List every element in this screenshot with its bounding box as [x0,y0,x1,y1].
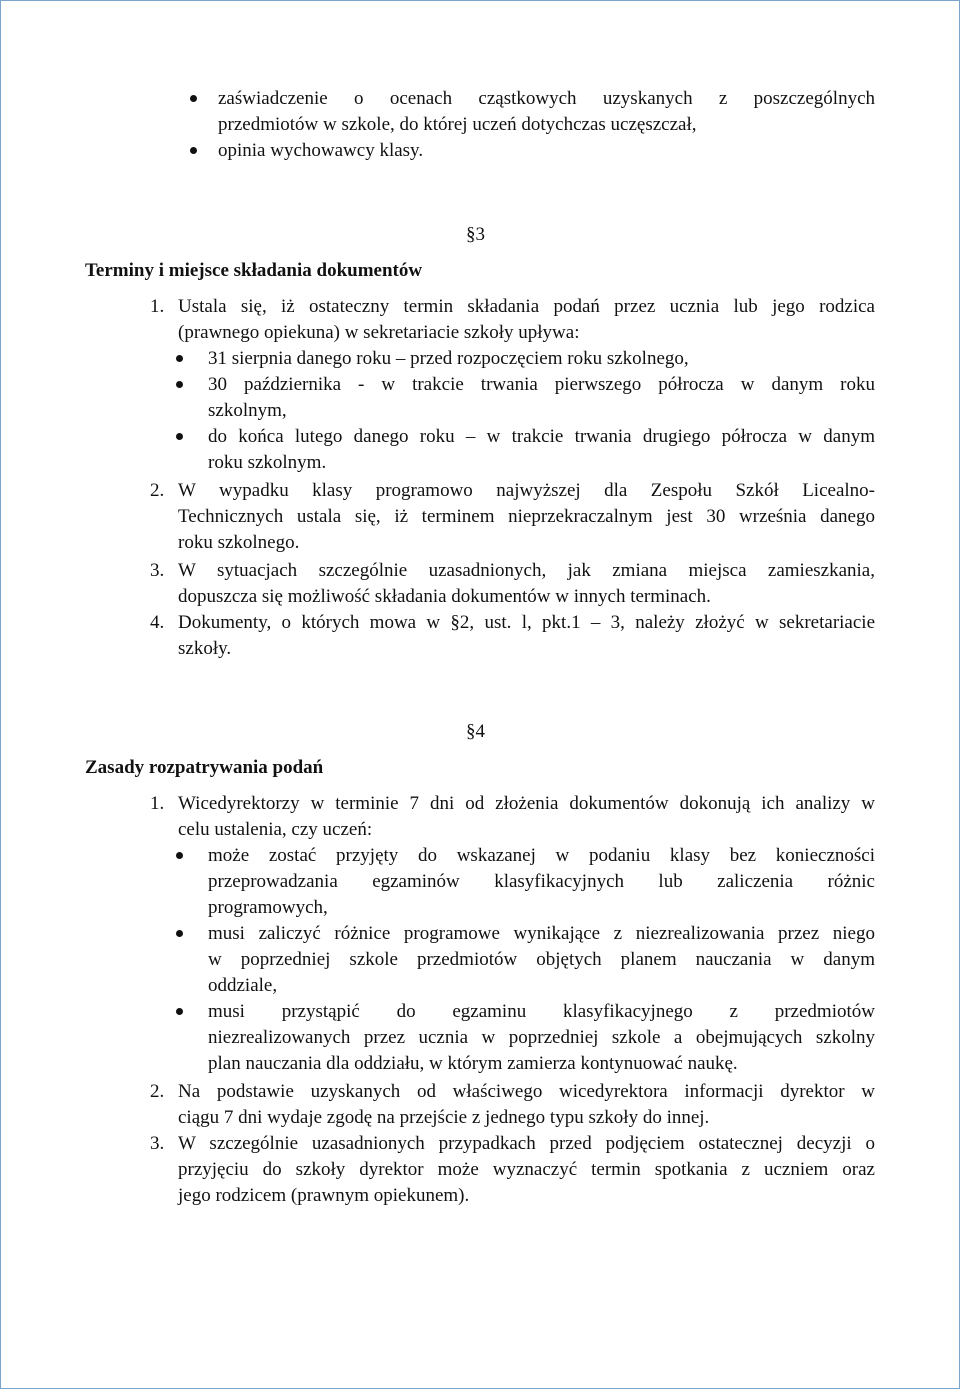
list-item-line: 30 października - w trakcie trwania pierwszego półrocza w danym roku [208,374,875,395]
list-item-line: roku szkolnym. [208,452,327,473]
paragraph-line: przyjęciu do szkoły dyrektor może wyznaczyć termin spotkania z uczniem oraz [178,1159,875,1180]
paragraph-line: (prawnego opiekuna) w sekretariacie szkoły upływa: [178,322,580,343]
list-item-line: musi zaliczyć różnice programowe wynikające z niezrealizowania przez niego [208,923,875,944]
bullet-icon [190,147,197,154]
section-heading: Terminy i miejsce składania dokumentów [85,260,423,281]
paragraph-number: 2. [150,480,165,501]
section-symbol: §4 [466,721,485,742]
section-symbol: §3 [466,224,485,245]
list-item-line: przedmiotów w szkole, do której uczeń dotychczas uczęszczał, [218,114,697,135]
list-item-line: w poprzedniej szkole przedmiotów objętych planem nauczania w danym [208,949,875,970]
paragraph-line: W szczególnie uzasadnionych przypadkach przed podjęciem ostatecznej decyzji o [178,1133,875,1154]
list-item-line: plan nauczania dla oddziału, w którym zamierza kontynuować naukę. [208,1053,738,1074]
paragraph-line: szkoły. [178,638,232,659]
bullet-icon [176,852,183,859]
list-item-line: opinia wychowawcy klasy. [218,140,424,161]
paragraph-line: Ustala się, iż ostateczny termin składania podań przez ucznia lub jego rodzica [178,296,875,317]
paragraph-number: 1. [150,793,165,814]
paragraph-line: dopuszcza się możliwość składania dokumentów w innych terminach. [178,586,711,607]
paragraph-number: 3. [150,560,165,581]
paragraph-line: W sytuacjach szczególnie uzasadnionych, jak zmiana miejsca zamieszkania, [178,560,875,581]
list-item-line: zaświadczenie o ocenach cząstkowych uzyskanych z poszczególnych [218,88,875,109]
paragraph-line: jego rodzicem (prawnym opiekunem). [178,1185,470,1206]
paragraph-line: Na podstawie uzyskanych od właściwego wicedyrektora informacji dyrektor w [178,1081,875,1102]
list-item-line: musi przystąpić do egzaminu klasyfikacyjnego z przedmiotów [208,1001,875,1022]
paragraph-line: W wypadku klasy programowo najwyższej dla Zespołu Szkół Licealno- [178,480,875,501]
section-heading: Zasady rozpatrywania podań [85,757,324,778]
list-item-line: przeprowadzania egzaminów klasyfikacyjnych lub zaliczenia różnic [208,871,875,892]
paragraph-number: 3. [150,1133,165,1154]
bullet-icon [176,433,183,440]
bullet-icon [176,355,183,362]
list-item-line: oddziale, [208,975,278,996]
bullet-icon [176,1008,183,1015]
paragraph-number: 4. [150,612,165,633]
bullet-icon [176,381,183,388]
paragraph-number: 1. [150,296,165,317]
paragraph-line: celu ustalenia, czy uczeń: [178,819,373,840]
bullet-icon [176,930,183,937]
paragraph-number: 2. [150,1081,165,1102]
list-item-line: niezrealizowanych przez ucznia w poprzedniej szkole a obejmujących szkolny [208,1027,875,1048]
list-item-line: może zostać przyjęty do wskazanej w podaniu klasy bez konieczności [208,845,875,866]
list-item-line: do końca lutego danego roku – w trakcie trwania drugiego półrocza w danym [208,426,875,447]
paragraph-line: Technicznych ustala się, iż terminem nieprzekraczalnym jest 30 września danego [178,506,875,527]
paragraph-line: ciągu 7 dni wydaje zgodę na przejście z jednego typu szkoły do innej. [178,1107,710,1128]
list-item-line: 31 sierpnia danego roku – przed rozpoczęciem roku szkolnego, [208,348,689,369]
paragraph-line: Dokumenty, o których mowa w §2, ust. l, pkt.1 – 3, należy złożyć w sekretariacie [178,612,875,633]
paragraph-line: roku szkolnego. [178,532,300,553]
paragraph-line: Wicedyrektorzy w terminie 7 dni od złożenia dokumentów dokonują ich analizy w [178,793,875,814]
list-item-line: programowych, [208,897,328,918]
list-item-line: szkolnym, [208,400,287,421]
bullet-icon [190,95,197,102]
